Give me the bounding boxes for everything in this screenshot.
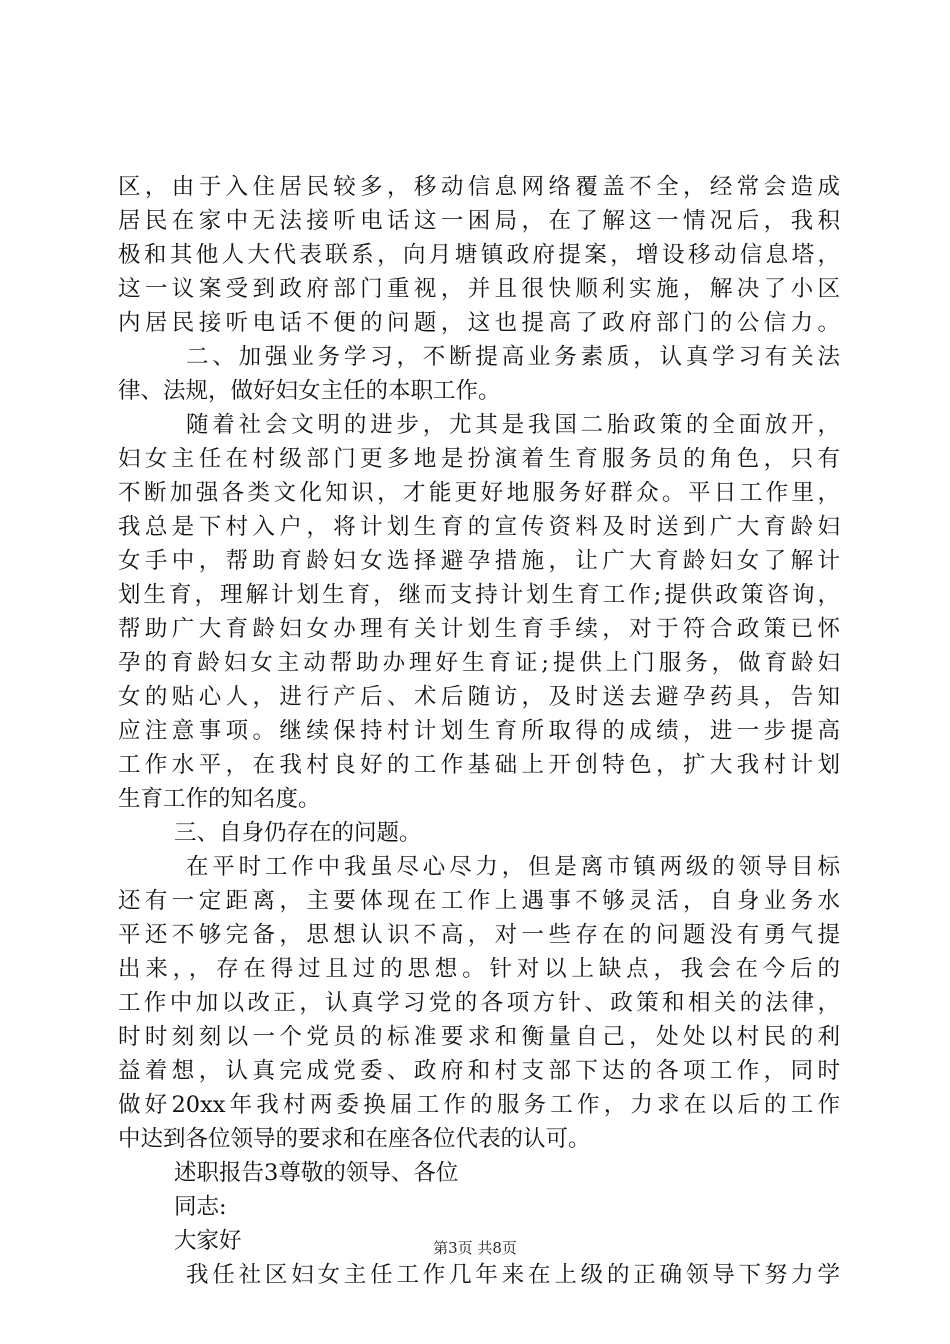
text-line: 生育工作的知名度。	[118, 786, 321, 812]
page-footer: 第3页 共8页	[433, 1239, 517, 1257]
text-line: 时时刻刻以一个党员的标准要求和衡量自己，处处以村民的利	[118, 1024, 840, 1050]
text-line: 不断加强各类文化知识，才能更好地服务好群众。平日工作里，	[118, 480, 840, 506]
salutation: 同志:	[174, 1194, 227, 1220]
text-line: 出来，，存在得过且过的思想。针对以上缺点，我会在今后的	[118, 956, 840, 982]
paragraph-first-line: 随着社会文明的进步，尤其是我国二胎政策的全面放开，	[186, 412, 840, 438]
text-line: 平还不够完备，思想认识不高，对一些存在的问题没有勇气提	[118, 922, 840, 948]
text-line: 女的贴心人，进行产后、术后随访，及时送去避孕药具，告知	[118, 684, 840, 710]
text-line: 划生育，理解计划生育，继而支持计划生育工作;提供政策咨询，	[118, 582, 840, 608]
greeting: 大家好	[174, 1228, 242, 1254]
section-heading: 二、加强业务学习，不断提高业务素质，认真学习有关法	[186, 344, 840, 370]
text-line: 律、法规，做好妇女主任的本职工作。	[118, 378, 501, 404]
paragraph-first-line: 在平时工作中我虽尽心尽力，但是离市镇两级的领导目标	[186, 854, 840, 880]
text-line: 我总是下村入户，将计划生育的宣传资料及时送到广大育龄妇	[118, 514, 840, 540]
section-heading: 三、自身仍存在的问题。	[174, 820, 422, 846]
text-line: 中达到各位领导的要求和在座各位代表的认可。	[118, 1126, 591, 1152]
text-line: 区，由于入住居民较多，移动信息网络覆盖不全，经常会造成	[118, 174, 840, 200]
paragraph-first-line: 我任社区妇女主任工作几年来在上级的正确领导下努力学	[186, 1262, 840, 1288]
text-line: 居民在家中无法接听电话这一困局，在了解这一情况后，我积	[118, 208, 840, 234]
text-line: 妇女主任在村级部门更多地是扮演着生育服务员的角色，只有	[118, 446, 840, 472]
text-line: 应注意事项。继续保持村计划生育所取得的成绩，进一步提高	[118, 718, 840, 744]
text-line: 做好20xx年我村两委换届工作的服务工作，力求在以后的工作	[118, 1092, 840, 1118]
text-line: 孕的育龄妇女主动帮助办理好生育证;提供上门服务，做育龄妇	[118, 650, 840, 676]
text-line: 女手中，帮助育龄妇女选择避孕措施，让广大育龄妇女了解计	[118, 548, 840, 574]
text-line: 这一议案受到政府部门重视，并且很快顺利实施，解决了小区	[118, 276, 840, 302]
text-line: 工作中加以改正，认真学习党的各项方针、政策和相关的法律，	[118, 990, 840, 1016]
text-line: 益着想，认真完成党委、政府和村支部下达的各项工作，同时	[118, 1058, 840, 1084]
text-line: 极和其他人大代表联系，向月塘镇政府提案，增设移动信息塔，	[118, 242, 840, 268]
text-line: 还有一定距离，主要体现在工作上遇事不够灵活，自身业务水	[118, 888, 840, 914]
report-heading: 述职报告3尊敬的领导、各位	[174, 1160, 459, 1186]
document-body	[118, 170, 840, 1292]
text-line: 内居民接听电话不便的问题，这也提高了政府部门的公信力。	[118, 310, 840, 336]
text-line: 工作水平，在我村良好的工作基础上开创特色，扩大我村计划	[118, 752, 840, 778]
text-line: 帮助广大育龄妇女办理有关计划生育手续，对于符合政策已怀	[118, 616, 840, 642]
